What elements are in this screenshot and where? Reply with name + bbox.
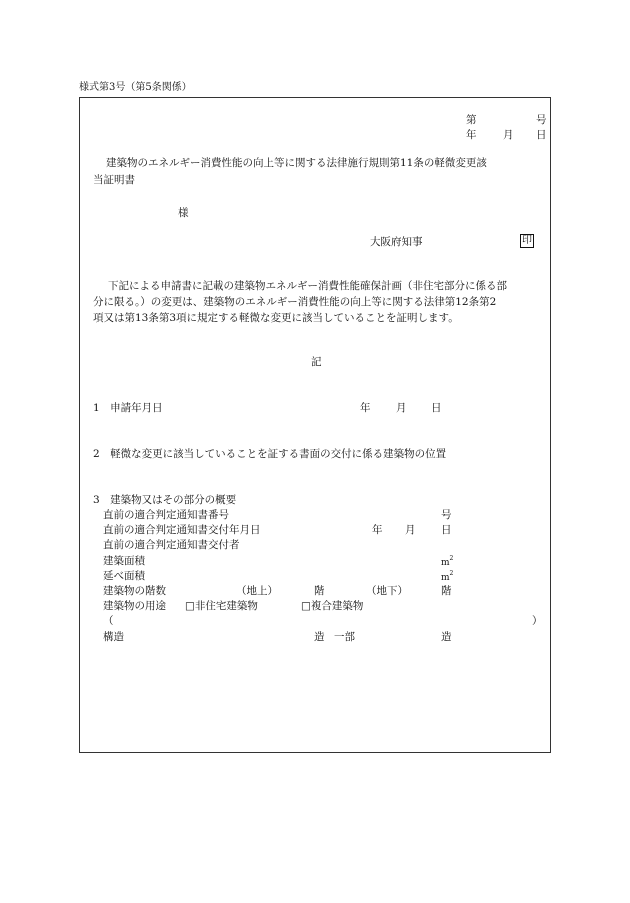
floor-area-unit: [441, 571, 453, 583]
use-option-non-residential[interactable]: □非住宅建築物: [185, 600, 258, 612]
floor-area-label: 延べ面積: [103, 570, 145, 582]
form-number: 様式第3号（第5条関係）: [79, 82, 192, 93]
date-month: 月: [503, 129, 514, 141]
structure-label: 構造: [103, 631, 124, 643]
notice-no-unit: 号: [441, 509, 452, 521]
notice-issuer-label: 直前の適合判定通知書交付者: [103, 539, 240, 551]
item1-month: 月: [396, 402, 407, 414]
structure-part-unit: 造: [441, 631, 452, 643]
floor-area-unit-exp: 2: [449, 570, 454, 577]
issuer-name: 大阪府知事: [370, 236, 423, 248]
notice-date-day: 日: [441, 524, 452, 536]
below-ground: （地下）: [366, 585, 408, 597]
floors-label: 建築物の階数: [103, 585, 166, 597]
notice-date-year: 年: [372, 524, 383, 536]
item3-label: 3 建築物又はその部分の概要: [93, 494, 237, 506]
ki-heading: 記: [311, 356, 322, 368]
building-area-label: 建築面積: [103, 555, 145, 567]
item2-label: 2 軽微な変更に該当していることを証する書面の交付に係る建築物の位置: [93, 448, 447, 460]
doc-no-prefix: 第: [466, 114, 477, 126]
structure-part-label: 一部: [334, 631, 355, 643]
building-area-unit-exp: 2: [449, 555, 454, 562]
use-paren-close: ）: [532, 615, 543, 627]
floor-unit-below: 階: [441, 585, 452, 597]
seal-mark: 印: [522, 235, 532, 246]
use-paren-open: （: [103, 615, 114, 627]
building-area-unit: [441, 556, 453, 568]
structure-main-unit: 造: [314, 631, 325, 643]
form-frame: [79, 97, 551, 753]
addressee-honorific: 様: [178, 207, 189, 219]
body-line1: 下記による申請書に記載の建築物エネルギー消費性能確保計画（非住宅部分に係る部: [108, 280, 507, 292]
floor-unit-above: 階: [314, 585, 325, 597]
date-day: 日: [536, 129, 547, 141]
notice-no-label: 直前の適合判定通知書番号: [103, 509, 229, 521]
item1-day: 日: [431, 402, 442, 414]
notice-date-month: 月: [405, 524, 416, 536]
use-label: 建築物の用途: [103, 600, 166, 612]
use-option-mixed[interactable]: □複合建築物: [301, 600, 364, 612]
notice-date-label: 直前の適合判定通知書交付年月日: [103, 524, 261, 536]
item1-label: 1 申請年月日: [93, 402, 163, 414]
building-area-unit-base: m: [441, 558, 450, 568]
date-year: 年: [466, 129, 477, 141]
body-line3: 項又は第13条第3項に規定する軽微な変更に該当していることを証明します。: [93, 312, 459, 324]
body-line2: 分に限る。）の変更は、建築物のエネルギー消費性能の向上等に関する法律第12条第2: [93, 296, 497, 308]
floor-area-unit-base: m: [441, 573, 450, 583]
doc-no-suffix: 号: [536, 114, 547, 126]
title-line1: 建築物のエネルギー消費性能の向上等に関する法律施行規則第11条の軽微変更該: [106, 157, 487, 169]
above-ground: （地上）: [236, 585, 278, 597]
title-line2: 当証明書: [93, 174, 135, 186]
issuer-seal: [520, 234, 534, 248]
item1-year: 年: [360, 402, 371, 414]
